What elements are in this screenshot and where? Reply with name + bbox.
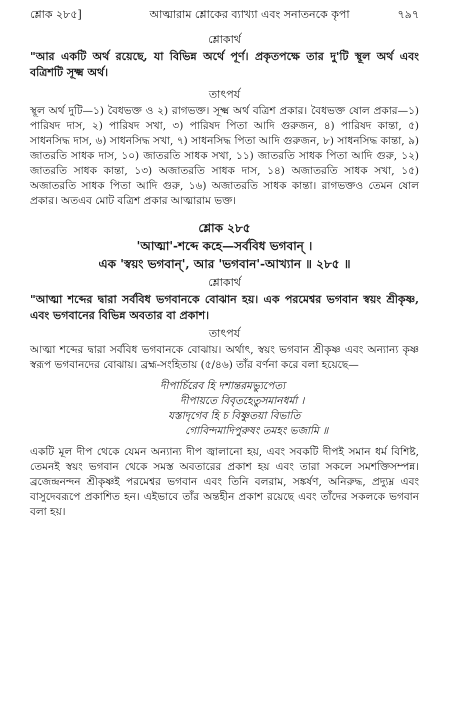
translation-text-2: "আত্মা শব্দের দ্বারা সর্ববিধ ভগবানকে বোঝান হয়। এক পরমেশ্বর ভগবান স্বয়ং শ্রীকৃষ্ণ, এবং ভগবানের বিভিন্ন অবতার বা প্রকাশ। (30, 293, 419, 322)
sanskrit-line-3: যস্তাদৃগেব হি চ বিষ্ণুতয়া বিভাতি (168, 410, 301, 422)
translation-heading: শ্লোকার্থ (208, 33, 241, 46)
sanskrit-quote (30, 379, 419, 439)
verse-line-1: 'আত্মা'-শব্দে কহে—সর্ববিধ ভগবান্ । (136, 239, 313, 253)
translation-text: "আর একটি অর্থ রয়েছে, যা বিভিন্ন অর্থে পূর্ণ। প্রকৃতপক্ষে তার দু'টি স্থূল অর্থ এবং বত্রিশটি সূক্ষ্ম অর্থ। (30, 50, 419, 79)
sanskrit-line-1: দীপার্চিরেব হি দশান্তরমভ্যুপেত্য (160, 380, 286, 392)
verse-number: শ্লোক ২৮৫ (198, 221, 251, 235)
purport-text-2: আত্মা শব্দের দ্বারা সর্ববিধ ভগবানকে বোঝায়। অর্থাৎ, স্বয়ং ভগবান শ্রীকৃষ্ণ এবং অন্যান্য কৃষ্ণ স্বরূপ ভগবানদের বোঝায়। ব্রহ্ম-সংহিতায় (৫/৪৬) তাঁর বর্ণনা করে বলা হয়েছে— (30, 344, 419, 371)
sanskrit-line-4: গোবিন্দমাদিপুরুষং তমহং ভজামি ॥ (185, 425, 329, 437)
translation-heading-2: শ্লোকার্থ (208, 276, 241, 289)
closing-paragraph: একটি মূল দীপ থেকে যেমন অন্যান্য দীপ জ্বালানো হয়, এবং সবকটি দীপই সমান ধর্ম বিশিষ্ট, তেমনই স্বয়ং ভগবান থেকে সমস্ত অবতারের প্রকাশ হয় এবং তারা সকলে সমশক্তিসম্পন্ন। ব্রজেন্দ্রনন্দন শ্রীকৃষ্ণই পরমেশ্বর ভগবান এবং তিনি বলরাম, সঙ্কর্ষণ, অনিরুদ্ধ, প্রদ্যুম্ন এবং বাসুদেবরূপে প্রকাশিত হন। এইভাবে তাঁর অন্তহীন প্রকাশ রয়েছে এবং তাঁদের সকলকে ভগবান বলা হয়। (30, 446, 419, 518)
verse-reference: শ্লোক ২৮৫] (30, 8, 82, 21)
page-number: ৭৯৭ (397, 8, 419, 21)
purport-heading: তাৎপর্য (208, 88, 241, 101)
running-title: আত্মারাম শ্লোকের ব্যাখ্যা এবং সনাতনকে কৃপা (149, 8, 350, 21)
sanskrit-line-2: দীপায়তে বিবৃতহেতুসমানধর্মা । (180, 395, 305, 407)
page-header (30, 8, 419, 22)
purport-heading-2: তাৎপর্য (208, 327, 241, 340)
verse-line-2: এক 'স্বয়ং ভগবান্', আর 'ভগবান'-আখ্যান ॥ ২৮৫ ॥ (98, 257, 351, 271)
purport-text: স্থূল অর্থ দুটি—১) বৈধভক্ত ও ২) রাগভক্ত। সূক্ষ্ম অর্থ বত্রিশ প্রকার। বৈধভক্ত ষোল প্রকার—১) পারিষদ দাস, ২) পারিষদ সখা, ৩) পারিষদ পিতা আদি গুরুজন, ৪) পারিষদ কান্তা, ৫) সাধনসিদ্ধ দাস, ৬) সাধনসিদ্ধ সখা, ৭) সাধনসিদ্ধ পিতা আদি গুরুজন, ৮) সাধনসিদ্ধ কান্তা, ৯) জাতরতি সাধক দাস, ১০) জাতরতি সাধক সখা, ১১) জাতরতি সাধক পিতা আদি গুরু, ১২) জাতরতি সাধক কান্তা, ১৩) অজাতরতি সাধক দাস, ১৪) অজাতরতি সাধক সখা, ১৫) অজাতরতি সাধক পিতা আদি গুরু, ১৬) অজাতরতি সাধক কান্তা। রাগভক্তও তেমন ষোল প্রকার। অতএব মোট বত্রিশ প্রকার আত্মারাম ভক্ত। (30, 105, 419, 207)
